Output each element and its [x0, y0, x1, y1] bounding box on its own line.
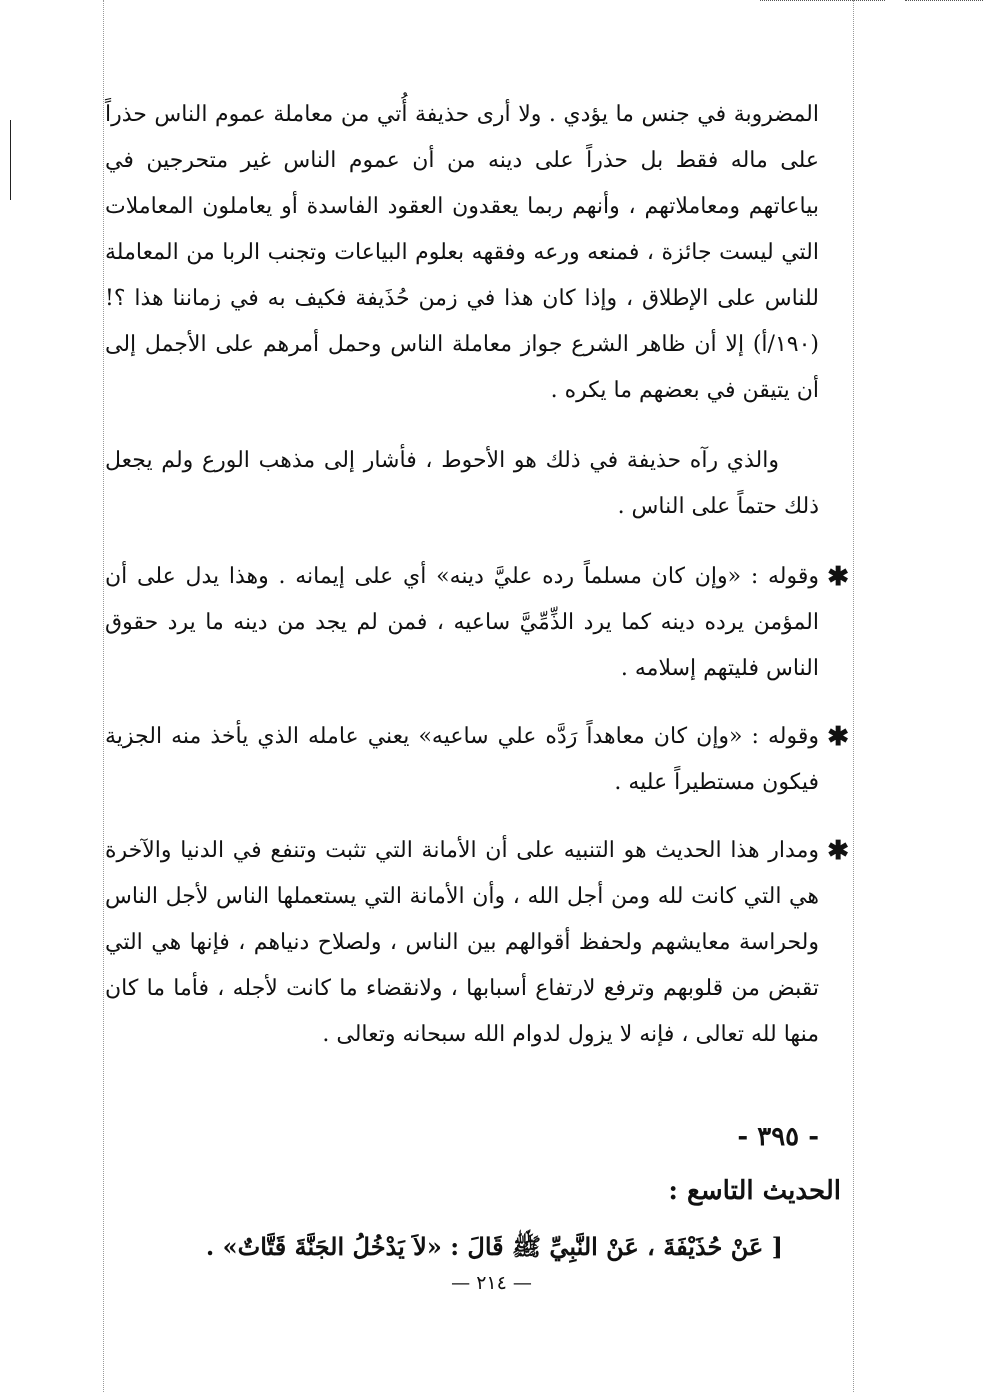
hadith-heading: الحديث التاسع :	[668, 1176, 841, 1206]
asterisk-icon: ✱	[827, 836, 849, 866]
asterisk-icon: ✱	[827, 722, 849, 752]
scan-artifact-vertical-2	[853, 0, 854, 1392]
bullet-item-2	[105, 714, 849, 806]
bullet-text-1: وقوله : «وإن كان مسلماً رده عليَّ دينه» أي على إيمانه . وهذا يدل على أن المؤمن يرده دينه كما يرد الذِّمِّيَّ ساعيه ، فمن لم يجد من دينه ما يرد حقوق الناس فليتهم إسلامه .	[105, 564, 819, 681]
bullet-item-1	[105, 554, 849, 692]
paragraph-2: والذي رآه حذيفة في ذلك هو الأحوط ، فأشار إلى مذهب الورع ولم يجعل ذلك حتماً على الناس .	[105, 448, 819, 519]
hadith-number: - ٣٩٥ -	[737, 1122, 819, 1152]
scan-artifact-left	[10, 120, 11, 200]
page-body	[105, 92, 849, 1272]
bullet-text-2: وقوله : «وإن كان معاهداً رَدَّه علي ساعيه» يعني عامله الذي يأخذ منه الجزية فيكون مستطيراً عليه .	[105, 724, 819, 795]
bullet-item-3	[105, 828, 849, 1058]
bullet-text-3: ومدار هذا الحديث هو التنبيه على أن الأمانة التي تثبت وتنفع في الدنيا والآخرة هي التي كانت لله ومن أجل الله ، وأن الأمانة التي يستعملها الناس لأجل الناس ولحراسة معايشهم ولحفظ أقوالهم بين الناس ، ولصلاح دنياهم ، فإنها هي التي تقبض من قلوبهم وترفع لارتفاع أسبابها ، ولانقضاء ما كانت لأجله ، فأما ما كان منها لله تعالى ، فإنه لا يزول لدوام الله سبحانه وتعالى .	[105, 838, 819, 1047]
hadith-text: [ عَنْ حُذَيْفَةَ ، عَنْ النَّبِيِّ ﷺ قَالَ : «لاَ يَدْخُلُ الجَنَّةَ قَتَّاتٌ» .	[205, 1232, 783, 1261]
asterisk-icon: ✱	[827, 562, 849, 592]
scan-artifact-top-2	[905, 0, 983, 3]
scan-artifact-vertical-1	[103, 0, 104, 1392]
paragraph-1: المضروبة في جنس ما يؤدي . ولا أرى حذيفة أُتي من معاملة عموم الناس حذراً على ماله فقط بل حذراً على دينه من أن عموم الناس غير متحرجين في بياعاتهم ومعاملاتهم ، وأنهم ربما يعقدون العقود الفاسدة أو يعاملون المعاملات التي ليست جائزة ، فمنعه ورعه وفقهه بعلوم البياعات وتجنب الربا من المعاملة للناس على الإطلاق ، وإذا كان هذا في زمن حُذَيفة فكيف به في زماننا هذا ؟! (١٩٠/أ) إلا أن ظاهر الشرع جواز معاملة الناس وحمل أمرهم على الأجمل إلى أن يتيقن في بعضهم ما يكره .	[105, 102, 819, 403]
page-number: — ٢١٤ —	[451, 1272, 532, 1294]
scan-artifact-top-1	[760, 0, 885, 3]
